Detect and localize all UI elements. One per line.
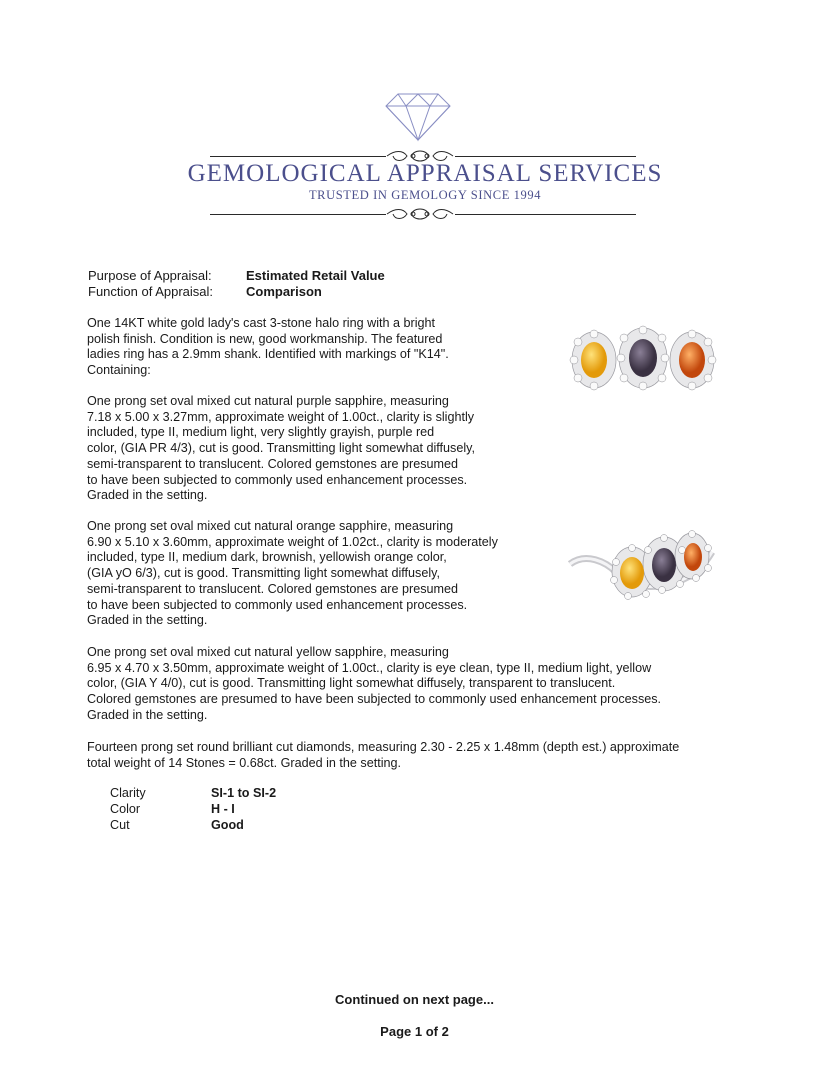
text-line: One prong set oval mixed cut natural orange sapphire, measuring [87, 519, 454, 533]
text-line: semi-transparent to translucent. Colored gemstones are presumed [87, 581, 458, 596]
diamond-logo-icon [384, 92, 452, 142]
text-line: Graded in the setting. [87, 488, 208, 503]
company-name: GEMOLOGICAL APPRAISAL SERVICES [187, 160, 663, 187]
logo-bottom-rule-right [455, 214, 636, 215]
text-line: 7.18 x 5.00 x 3.27mm, approximate weight of 1.00ct., clarity is slightly [87, 409, 475, 424]
text-line: color, (GIA Y 4/0), cut is good. Transmitting light somewhat diffusely, transparent to translucent. [87, 676, 616, 691]
continued-note: Continued on next page... [335, 992, 494, 1007]
grade-label: Cut [110, 818, 130, 832]
grade-label: Color [110, 802, 141, 816]
grade-row-clarity [110, 786, 276, 800]
ring-description [87, 316, 449, 379]
text-line: ladies ring has a 2.9mm shank. Identified with markings of "K14". [87, 347, 449, 362]
text-line: to have been subjected to commonly used enhancement processes. [87, 472, 468, 487]
text-line: (GIA yO 6/3), cut is good. Transmitting light somewhat diffusely, [87, 566, 441, 581]
logo-top-rule-right [455, 156, 636, 157]
diamonds-description [87, 740, 679, 771]
text-line: Containing: [87, 363, 151, 378]
function-row [88, 284, 322, 299]
text-line: included, type II, medium dark, brownish, yellowish orange color, [87, 550, 447, 565]
purpose-value: Estimated Retail Value [246, 268, 385, 283]
grade-value: SI-1 to SI-2 [211, 786, 277, 800]
text-line: One 14KT white gold lady's cast 3-stone halo ring with a bright [87, 316, 435, 330]
logo-bottom-rule-left [210, 214, 386, 215]
text-line: polish finish. Condition is new, good workmanship. The featured [87, 331, 443, 346]
text-line: to have been subjected to commonly used enhancement processes. [87, 597, 468, 612]
text-line: One prong set oval mixed cut natural purple sapphire, measuring [87, 394, 449, 408]
purpose-row [88, 268, 385, 283]
text-line: total weight of 14 Stones = 0.68ct. Graded in the setting. [87, 755, 401, 770]
purpose-label: Purpose of Appraisal: [88, 268, 212, 283]
grade-value: H - I [211, 802, 235, 816]
text-line: Graded in the setting. [87, 613, 208, 628]
purple-sapphire-description [87, 394, 475, 504]
grade-row-cut [110, 818, 244, 832]
text-line: Colored gemstones are presumed to have been subjected to commonly used enhancement processes. [87, 692, 662, 707]
page-number: Page 1 of 2 [380, 1024, 449, 1039]
function-label: Function of Appraisal: [88, 284, 214, 299]
orange-sapphire-description [87, 519, 498, 629]
company-tagline: TRUSTED IN GEMOLOGY SINCE 1994 [308, 188, 542, 202]
ring-side-view-image [566, 522, 716, 608]
ring-top-view-image [568, 318, 718, 400]
logo-top-rule-left [210, 156, 386, 157]
text-line: 6.95 x 4.70 x 3.50mm, approximate weight of 1.00ct., clarity is eye clean, type II, medium light, yellow [87, 660, 652, 675]
text-line: Graded in the setting. [87, 707, 208, 722]
grade-value: Good [211, 818, 244, 832]
text-line: One prong set oval mixed cut natural yellow sapphire, measuring [87, 645, 449, 659]
yellow-sapphire-description [87, 645, 661, 724]
text-line: semi-transparent to translucent. Colored gemstones are presumed [87, 456, 458, 471]
text-line: Fourteen prong set round brilliant cut diamonds, measuring 2.30 - 2.25 x 1.48mm (depth est.) approximate [87, 740, 680, 754]
grade-row-color [110, 802, 235, 816]
text-line: color, (GIA PR 4/3), cut is good. Transmitting light somewhat diffusely, [87, 441, 476, 456]
text-line: 6.90 x 5.10 x 3.60mm, approximate weight of 1.02ct., clarity is moderately [87, 534, 498, 549]
ornament-bottom-icon [385, 206, 455, 222]
text-line: included, type II, medium light, very slightly grayish, purple red [87, 425, 435, 440]
grade-label: Clarity [110, 786, 146, 800]
function-value: Comparison [246, 284, 322, 299]
